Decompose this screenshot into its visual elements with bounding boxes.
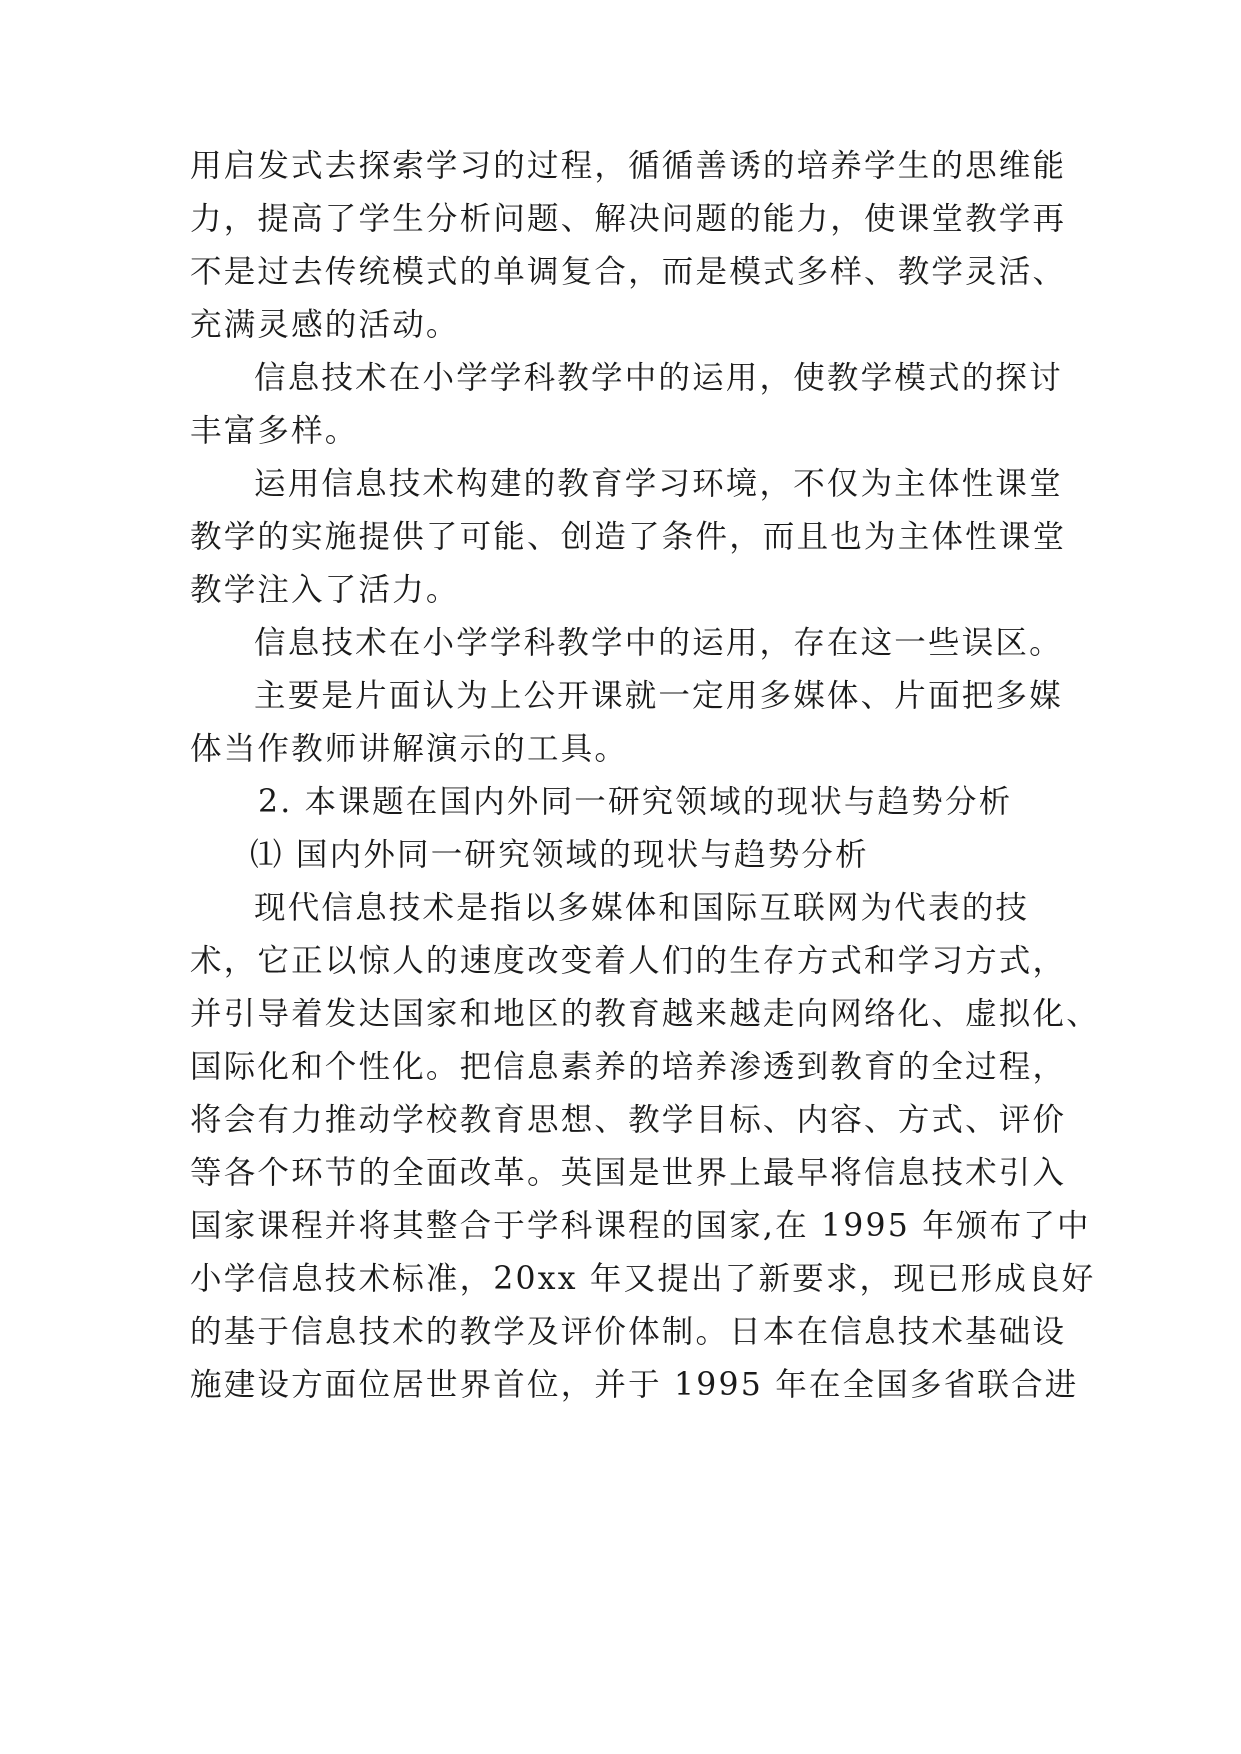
section-heading: 2. 本课题在国内外同一研究领域的现状与趋势分析 bbox=[258, 784, 1013, 820]
text-line-8: 教学的实施提供了可能、创造了条件，而且也为主体性课堂 bbox=[190, 519, 1067, 555]
text-line-16: 术，它正以惊人的速度改变着人们的生存方式和学习方式， bbox=[190, 943, 1067, 979]
paragraph-start-line: 运用信息技术构建的教育学习环境，不仅为主体性课堂 bbox=[254, 466, 1063, 502]
paragraph-start-line: 现代信息技术是指以多媒体和国际互联网为代表的技 bbox=[254, 890, 1030, 926]
paragraph-start-line: 主要是片面认为上公开课就一定用多媒体、片面把多媒 bbox=[254, 678, 1063, 714]
text-line-18: 国际化和个性化。把信息素养的培养渗透到教育的全过程， bbox=[190, 1049, 1067, 1085]
text-line-20: 等各个环节的全面改革。英国是世界上最早将信息技术引入 bbox=[190, 1155, 1067, 1191]
text-line-3: 不是过去传统模式的单调复合，而是模式多样、教学灵活、 bbox=[190, 254, 1067, 290]
text-line-19: 将会有力推动学校教育思想、教学目标、内容、方式、评价 bbox=[190, 1102, 1067, 1138]
text-line-9: 教学注入了活力。 bbox=[190, 572, 460, 608]
paragraph-start-line: 信息技术在小学学科教学中的运用，使教学模式的探讨 bbox=[254, 360, 1063, 396]
text-line-24: 施建设方面位居世界首位，并于 1995 年在全国多省联合进 bbox=[190, 1367, 1079, 1403]
text-line-6: 丰富多样。 bbox=[190, 413, 359, 449]
text-line-4: 充满灵感的活动。 bbox=[190, 307, 460, 343]
text-line-21: 国家课程并将其整合于学科课程的国家,在 1995 年颁布了中 bbox=[190, 1208, 1091, 1244]
text-line-17: 并引导着发达国家和地区的教育越来越走向网络化、虚拟化、 bbox=[190, 996, 1100, 1032]
subsection-heading: ⑴ 国内外同一研究领域的现状与趋势分析 bbox=[250, 837, 869, 873]
text-line-1: 用启发式去探索学习的过程，循循善诱的培养学生的思维能 bbox=[190, 148, 1067, 184]
text-line-22: 小学信息技术标准，20xx 年又提出了新要求，现已形成良好 bbox=[190, 1261, 1096, 1297]
text-line-12: 体当作教师讲解演示的工具。 bbox=[190, 731, 629, 767]
paragraph-start-line: 信息技术在小学学科教学中的运用，存在这一些误区。 bbox=[254, 625, 1063, 661]
text-line-2: 力，提高了学生分析问题、解决问题的能力，使课堂教学再 bbox=[190, 201, 1067, 237]
text-line-23: 的基于信息技术的教学及评价体制。日本在信息技术基础设 bbox=[190, 1314, 1067, 1350]
